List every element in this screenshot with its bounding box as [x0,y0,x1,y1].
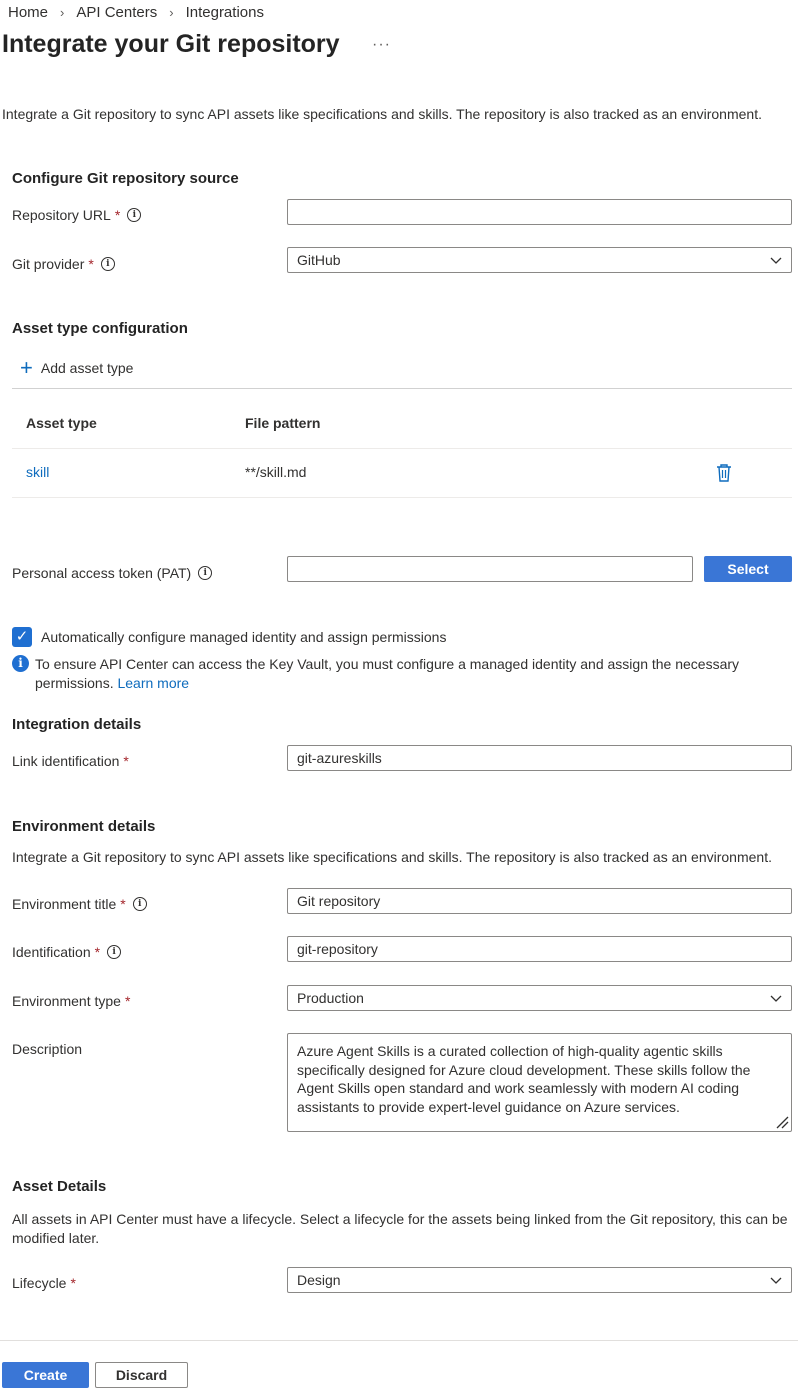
info-icon: i [12,655,29,672]
breadcrumb-separator: › [60,5,65,20]
required-marker: * [114,207,121,223]
add-asset-type-button[interactable]: + Add asset type [20,355,134,380]
environment-type-label: Environment type * [12,993,131,1009]
page-title: Integrate your Git repository [2,30,340,58]
asset-type-link[interactable]: skill [26,464,50,480]
asset-details-intro: All assets in API Center must have a lifecycle. Select a lifecycle for the assets being linked from the Git repository, this can be modified later. [12,1211,788,1246]
required-marker: * [120,896,126,912]
section-title-asset-config: Asset type configuration [12,320,188,337]
section-title-integration: Integration details [12,716,142,733]
identification-input[interactable]: git-repository [287,936,792,962]
lifecycle-value: Design [297,1272,341,1288]
plus-icon: + [20,355,33,380]
git-provider-select[interactable] [287,247,792,273]
environment-title-input[interactable]: Git repository [287,888,792,914]
required-marker: * [124,993,131,1009]
managed-identity-label: Automatically configure managed identity and assign permissions [41,629,447,645]
checkmark-icon: ✓ [15,628,29,645]
lifecycle-select[interactable] [287,1267,792,1293]
managed-identity-info: To ensure API Center can access the Key Vault, you must configure a managed identity and assign the necessary permissions. Learn more [35,656,740,691]
environment-type-value: Production [297,990,364,1006]
breadcrumb-integrations[interactable]: Integrations [185,4,264,21]
discard-button[interactable]: Discard [95,1362,188,1388]
section-title-asset-details: Asset Details [12,1178,107,1195]
breadcrumb-home[interactable]: Home [8,4,49,21]
description-value: Azure Agent Skills is a curated collection of high-quality agentic skills specifically designed for Azure cloud development. These skills follow the Agent Skills open standard and work seamlessly with modern AI coding assistants to provide expert-level guidance on Azure services. [297,1043,751,1115]
divider [12,388,792,389]
section-title-environment: Environment details [12,818,156,835]
pat-input[interactable] [287,556,693,582]
description-label: Description [12,1041,83,1057]
repository-url-label: Repository URL * i [12,207,141,223]
info-icon[interactable]: i [198,566,212,580]
chevron-down-icon [770,992,782,1004]
git-provider-value: GitHub [297,252,341,268]
section-title-source: Configure Git repository source [12,170,239,187]
chevron-down-icon [770,254,782,266]
column-header-file-pattern: File pattern [245,415,321,431]
info-icon[interactable]: i [133,897,147,911]
divider [12,497,792,498]
select-button[interactable]: Select [704,556,792,582]
info-icon[interactable]: i [101,257,115,271]
identification-label: Identification * i [12,944,121,960]
more-actions-button[interactable]: ··· [372,36,391,53]
create-button[interactable]: Create [2,1362,89,1388]
learn-more-link[interactable]: Learn more [117,675,190,691]
required-marker: * [88,256,94,272]
lifecycle-label: Lifecycle * [12,1275,76,1291]
managed-identity-checkbox[interactable] [12,627,32,647]
environment-intro: Integrate a Git repository to sync API assets like specifications and skills. The repository is also tracked as an environment. [12,849,772,865]
pat-label: Personal access token (PAT) i [12,565,212,581]
info-icon[interactable]: i [127,208,141,222]
chevron-down-icon [770,1274,782,1286]
page-intro: Integrate a Git repository to sync API assets like specifications and skills. The repository is also tracked as an environment. [2,106,762,122]
breadcrumb [8,4,264,21]
divider [12,448,792,449]
required-marker: * [123,753,129,769]
required-marker: * [94,944,101,960]
git-provider-label: Git provider * i [12,256,115,272]
link-identification-input[interactable]: git-azureskills [287,745,792,771]
required-marker: * [70,1275,76,1291]
repository-url-input[interactable] [287,199,792,225]
environment-title-label: Environment title * i [12,896,147,912]
footer-divider [0,1340,798,1341]
column-header-asset-type: Asset type [26,415,97,431]
file-pattern-cell: **/skill.md [245,464,307,480]
info-icon[interactable]: i [107,945,121,959]
environment-type-select[interactable] [287,985,792,1011]
trash-icon[interactable] [715,463,733,483]
link-identification-label: Link identification * [12,753,129,769]
resize-handle-icon[interactable] [775,1115,789,1129]
breadcrumb-separator: › [169,5,174,20]
description-textarea[interactable] [287,1033,792,1132]
breadcrumb-api-centers[interactable]: API Centers [76,4,158,21]
